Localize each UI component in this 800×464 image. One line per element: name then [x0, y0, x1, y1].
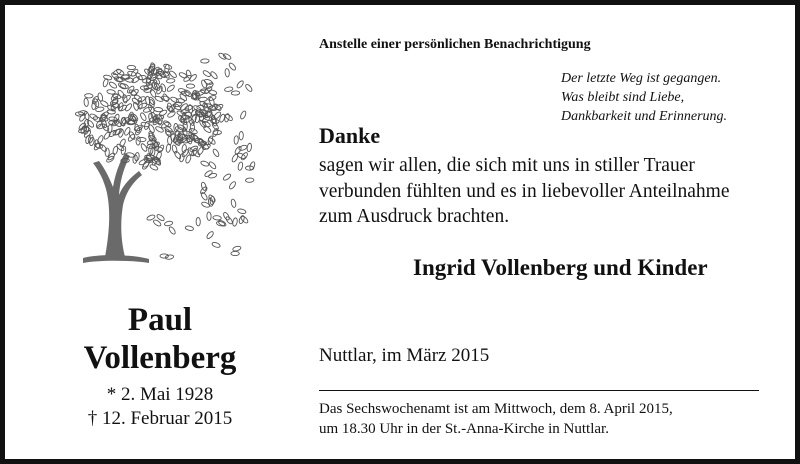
poem-line: Dankbarkeit und Erinnerung. — [561, 109, 728, 124]
deceased-name — [45, 301, 275, 377]
thanks-text — [319, 153, 769, 230]
death-date: † 12. Februar 2015 — [87, 408, 233, 429]
poem-line: Was bleibt sind Liebe, — [561, 90, 685, 105]
deceased-last-name: Vollenberg — [83, 340, 237, 376]
thanks-line: verbunden fühlten und es in liebevoller Anteilnahme — [319, 180, 730, 202]
thanks-line: zum Ausdruck brachten. — [319, 206, 510, 227]
mass-line: Das Sechswochenamt ist am Mittwoch, dem 8. April 2015, — [319, 401, 673, 417]
thanks-title: Danke — [319, 123, 381, 148]
place-date: Nuttlar, im März 2015 — [319, 345, 490, 366]
notice-heading: Anstelle einer persönlichen Benachrichtigung — [319, 37, 591, 52]
deceased-first-name: Paul — [127, 302, 193, 338]
thanks-line: sagen wir allen, die sich mit uns in stiller Trauer — [319, 155, 695, 176]
poem-line: Der letzte Weg ist gegangen. — [561, 71, 722, 86]
birth-date: * 2. Mai 1928 — [106, 384, 214, 405]
mass-line: um 18.30 Uhr in der St.-Anna-Kirche in Nuttlar. — [319, 421, 609, 437]
poem — [561, 69, 727, 126]
divider — [319, 390, 759, 391]
life-dates — [45, 383, 275, 431]
memorial-mass-info — [319, 399, 769, 439]
windblown-tree-icon — [53, 35, 263, 275]
signature: Ingrid Vollenberg und Kinder — [413, 255, 708, 280]
